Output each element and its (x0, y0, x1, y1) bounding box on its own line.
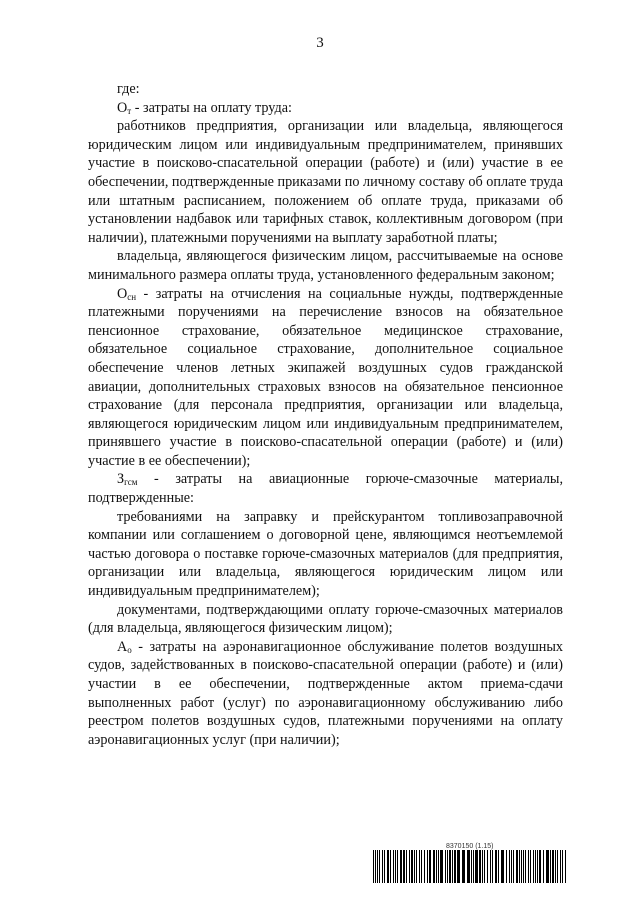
paragraph-air-navigation (88, 638, 563, 750)
barcode-icon (373, 850, 566, 883)
paragraph-workers (88, 117, 563, 247)
paragraph-labor-costs (88, 99, 563, 118)
paragraph-where (88, 80, 563, 99)
paragraph-fuel-documents (88, 601, 563, 638)
paragraph-text: работников предприятия, организации или владельца, являющегося юридическим лицом или индивидуальным предпринимателем, принявших участие в поисково-спасательной операции (работе) и (или) участие в ее обеспечении, подтвержденные приказами по личному составу об оплате труда или штатным расписанием, положением об оплате труда, приказами об установлении надбавок или тарифных ставок, коллективным договором (при наличии), платежными поручениями на выплату заработной платы; (88, 118, 564, 246)
paragraph-social-costs (88, 285, 563, 471)
document-body (88, 80, 563, 749)
paragraph-text: - затраты на отчисления на социальные нужды, подтвержденные платежными поручениями на перечисление взносов на обязательное пенсионное страхование, обязательное медицинское страхование, обязательное социальное страхование, дополнительное социальное обеспечение членов летных экипажей воздушных судов гражданской авиации, дополнительных страховых взносов на обязательное пенсионное страхование (для персонала предприятия, организации или владельца, являющегося юридическим лицом или индивидуальным предпринимателем, принявшего участие в поисково-спасательной операции (работе) и (или) участие в ее обеспечении); (88, 285, 563, 469)
symbol-letter: О (117, 285, 128, 302)
symbol-subscript: гсм (124, 477, 138, 488)
symbol-subscript: о (127, 644, 132, 655)
paragraph-text: - затраты на аэронавигационное обслуживание полетов воздушных судов, задействованных в поисково-спасательной операции (работе) и (или) участии в ее обеспечении, подтвержденные актом приема-сдачи выполненных работ (услуг) по аэронавигационному обслуживанию либо реестром полетов воздушных судов, платежными поручениями на оплату аэронавигационных услуг (при наличии); (88, 638, 563, 748)
symbol-subscript: т (127, 105, 132, 116)
paragraph-fuel-requirements (88, 508, 563, 601)
paragraph-owner-individual (88, 247, 563, 284)
page-number: 3 (316, 35, 324, 51)
paragraph-text: документами, подтверждающими оплату горюче-смазочных материалов (для владельца, являющегося физическим лицом); (88, 601, 563, 637)
symbol-letter: З (117, 471, 125, 488)
barcode-label: 8370150 (1.15) (446, 843, 494, 850)
paragraph-text: - затраты на оплату труда: (131, 99, 292, 116)
symbol-letter: А (117, 638, 128, 655)
paragraph-text: владельца, являющегося физическим лицом, рассчитываемые на основе минимального размера оплаты труда, установленного федеральным законом; (88, 248, 563, 283)
paragraph-text: - затраты на авиационные горюче-смазочные материалы, подтвержденные: (88, 471, 563, 507)
symbol-letter: О (117, 99, 128, 116)
paragraph-text: где: (117, 81, 140, 97)
symbol-subscript: сн (127, 291, 137, 302)
paragraph-text: требованиями на заправку и прейскурантом топливозаправочной компании или соглашением о договорной цене, являющимся неотъемлемой частью договора о поставке горюче-смазочных материалов (для предприятия, организации или владельца, являющегося юридическим лицом или индивидуальным предпринимателем); (88, 508, 563, 600)
paragraph-fuel-costs (88, 470, 563, 507)
